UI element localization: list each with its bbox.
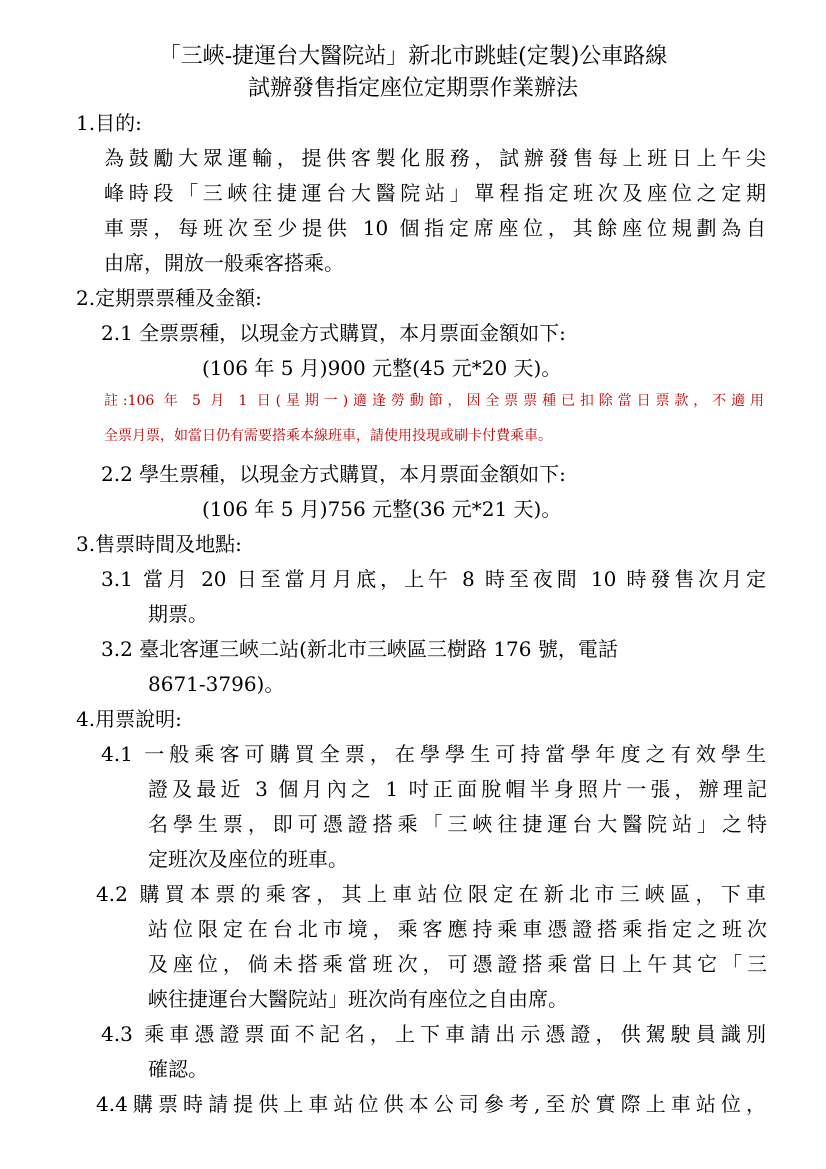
section-4-item-1: 4.1 一般乘客可購買全票，在學學生可持當學年度之有效學生: [101, 742, 766, 766]
section-2-item-2-price: (106 年 5 月)756 元整(36 元*21 天)。: [202, 497, 562, 521]
section-2-item-2: 2.2 學生票種，以現金方式購買，本月票面金額如下:: [101, 462, 566, 486]
section-2-item-1-price: (106 年 5 月)900 元整(45 元*20 天)。: [202, 356, 562, 380]
section-3-item-1: 3.1 當月 20 日至當月月底，上午 8 時至夜間 10 時發售次月定: [101, 567, 766, 591]
section-3-item-1-cont: 期票。: [148, 602, 208, 626]
section-3-heading: 3.售票時間及地點:: [76, 532, 242, 556]
section-4-item-2-cont: 站位限定在台北市境，乘客應持乘車憑證搭乘指定之班次: [148, 917, 767, 941]
section-4-item-1-cont: 證及最近 3 個月內之 1 吋正面脫帽半身照片一張，辦理記: [148, 777, 767, 801]
section-3-item-2-cont: 8671-3796)。: [148, 672, 285, 696]
section-4-item-3-cont: 確認。: [148, 1057, 208, 1081]
section-4-item-2: 4.2 購買本票的乘客，其上車站位限定在新北市三峽區，下車: [96, 882, 766, 906]
section-1-para-line: 由席，開放一般乘客搭乘。: [104, 251, 344, 275]
holiday-note-line: 全票月票，如當日仍有需要搭乘本線班車，請使用投現或刷卡付費乘車。: [104, 428, 552, 444]
document-title-line-2: 試辦發售指定座位定期票作業辦法: [247, 76, 578, 101]
section-1-heading: 1.目的:: [76, 111, 142, 135]
section-1-para-line: 車票，每班次至少提供 10 個指定席座位，其餘座位規劃為自: [104, 216, 766, 240]
section-4-item-2-cont: 峽往捷運台大醫院站」班次尚有座位之自由席。: [148, 987, 568, 1011]
section-2-item-1: 2.1 全票票種，以現金方式購買，本月票面金額如下:: [101, 321, 566, 345]
section-3-item-2: 3.2 臺北客運三峽二站(新北市三峽區三樹路 176 號，電話: [101, 637, 618, 661]
section-4-item-2-cont: 及座位，倘未搭乘當班次，可憑證搭乘當日上午其它「三: [148, 952, 767, 976]
section-1-para-line: 峰時段「三峽往捷運台大醫院站」單程指定班次及座位之定期: [104, 181, 766, 205]
document-title-line-1: 「三峽-捷運台大醫院站」新北市跳蛙(定製)公車路線: [158, 44, 668, 69]
section-2-heading: 2.定期票票種及金額:: [76, 286, 262, 310]
section-1-para-line: 為鼓勵大眾運輸，提供客製化服務，試辦發售每上班日上午尖: [104, 146, 766, 170]
section-4-item-1-cont: 定班次及座位的班車。: [148, 847, 348, 871]
holiday-note-line: 註:106 年 5 月 1 日(星期一)適逢勞動節，因全票票種已扣除當日票款，不適用: [104, 393, 764, 409]
section-4-item-4: 4.4購票時請提供上車站位供本公司參考,至於實際上車站位，: [96, 1092, 766, 1116]
section-4-item-1-cont: 名學生票，即可憑證搭乘「三峽往捷運台大醫院站」之特: [148, 812, 767, 836]
section-4-heading: 4.用票說明:: [76, 707, 182, 731]
section-4-item-3: 4.3 乘車憑證票面不記名，上下車請出示憑證，供駕駛員識別: [101, 1022, 766, 1046]
